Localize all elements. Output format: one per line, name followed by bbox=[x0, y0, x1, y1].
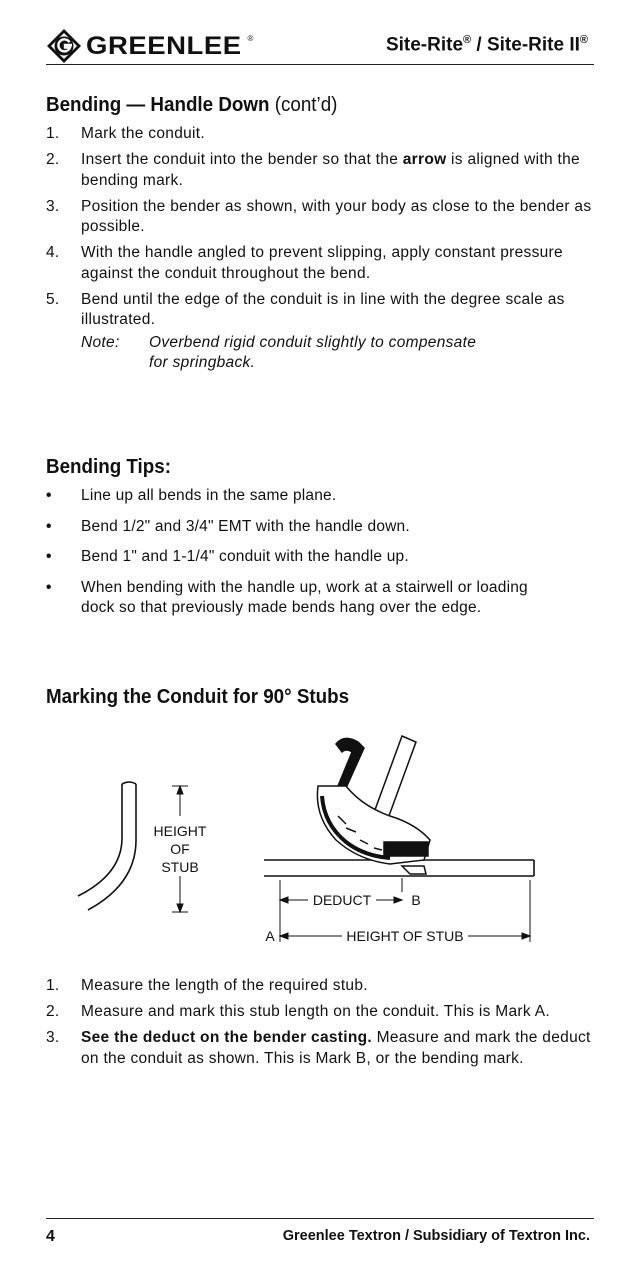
list-item bbox=[46, 243, 594, 284]
step-number: 1. bbox=[46, 125, 60, 142]
note-label: Note: bbox=[81, 333, 120, 351]
bender-illustration bbox=[317, 736, 430, 874]
step-number: 2. bbox=[46, 151, 60, 168]
brand-registered-mark: ® bbox=[247, 33, 254, 43]
step-number: 4. bbox=[46, 244, 60, 261]
page-header bbox=[46, 28, 594, 66]
height-label-line-2: OF bbox=[170, 841, 190, 857]
stub-marking-diagram bbox=[46, 728, 594, 958]
section-title-marking: Marking the Conduit for 90° Stubs bbox=[46, 686, 350, 708]
bender-foot bbox=[384, 842, 428, 856]
section-marking-conduit bbox=[46, 684, 594, 710]
product-title bbox=[386, 34, 588, 56]
product-separator: / bbox=[471, 34, 487, 56]
product-name-1: Site-Rite bbox=[385, 34, 464, 56]
list-item bbox=[46, 124, 594, 145]
section-measure-steps bbox=[46, 970, 594, 1075]
conduit-inner-edge bbox=[88, 784, 136, 910]
step-number: 3. bbox=[46, 197, 60, 215]
brand-name: GREENLEE bbox=[86, 31, 242, 60]
header-divider bbox=[46, 64, 594, 65]
page-number: 4 bbox=[46, 1228, 55, 1245]
company-name: Greenlee Textron / Subsidiary of Textron Inc. bbox=[282, 1228, 590, 1244]
bullet: • bbox=[46, 517, 52, 535]
list-item bbox=[46, 1028, 594, 1069]
step-number: 3. bbox=[46, 1029, 60, 1046]
title-bold: Bending — Handle Down bbox=[46, 94, 270, 116]
product-name-2: Site-Rite II bbox=[486, 34, 580, 56]
height-label-line-1: HEIGHT bbox=[153, 823, 207, 839]
step-text: Bend until the edge of the conduit is in line with the degree scale as illustrated. bbox=[81, 290, 565, 328]
note-line-1: Overbend rigid conduit slightly to compensate bbox=[149, 333, 477, 351]
diagram-svg bbox=[46, 728, 594, 958]
bullet: • bbox=[46, 578, 52, 596]
step-text: Measure the length of the required stub. bbox=[81, 977, 368, 994]
mark-b-label: B bbox=[411, 892, 421, 908]
handle-down-steps bbox=[46, 124, 594, 331]
section-bending-tips bbox=[46, 454, 594, 629]
step-text-post: Measure and mark the deduct on the conduit as shown. This is Mark B, or the bending mark. bbox=[81, 1029, 591, 1067]
step-text: With the handle angled to prevent slipping, apply constant pressure against the conduit throughout the bend. bbox=[81, 244, 563, 282]
list-item bbox=[46, 578, 594, 619]
bullet: • bbox=[46, 487, 52, 504]
greenlee-logo-icon bbox=[46, 28, 82, 64]
step-text-bold: arrow bbox=[402, 151, 447, 168]
note-text bbox=[149, 333, 476, 374]
list-item bbox=[46, 486, 594, 507]
bending-tips-list bbox=[46, 486, 594, 619]
greenlee-logo bbox=[46, 28, 253, 64]
list-item bbox=[46, 290, 594, 331]
bullet: • bbox=[46, 548, 52, 565]
section-handle-down bbox=[46, 92, 594, 374]
conduit-outer-edge bbox=[78, 784, 122, 896]
list-item bbox=[46, 197, 594, 238]
footer-divider bbox=[46, 1218, 594, 1219]
height-label-line-3: STUB bbox=[161, 859, 199, 875]
step-text: Measure and mark this stub length on the conduit. This is Mark A. bbox=[81, 1003, 550, 1020]
tip-text: Bend 1" and 1-1/4" conduit with the handle up. bbox=[81, 548, 409, 565]
tip-text: Line up all bends in the same plane. bbox=[81, 487, 337, 504]
mark-a-label: A bbox=[265, 928, 275, 944]
step-text: Position the bender as shown, with your body as close to the bender as possible. bbox=[81, 197, 592, 235]
section-title-handle-down bbox=[46, 92, 561, 118]
step-text: Mark the conduit. bbox=[81, 125, 205, 142]
tip-text: Bend 1/2" and 3/4" EMT with the handle down. bbox=[81, 517, 410, 535]
list-item bbox=[46, 150, 594, 191]
step-text-bold: See the deduct on the bender casting. bbox=[81, 1029, 373, 1046]
list-item bbox=[46, 547, 594, 568]
conduit-top-cap bbox=[122, 782, 136, 784]
bent-conduit-figure bbox=[78, 782, 136, 910]
list-item bbox=[46, 976, 594, 997]
title-suffix: (cont’d) bbox=[269, 94, 338, 116]
deduct-label: DEDUCT bbox=[312, 892, 372, 908]
step-number: 5. bbox=[46, 290, 60, 308]
bender-hook bbox=[336, 738, 364, 788]
height-of-stub-label: HEIGHT OF STUB bbox=[346, 928, 464, 944]
measure-steps bbox=[46, 976, 594, 1069]
step-text-post: is aligned with the bending mark. bbox=[81, 151, 580, 189]
tip-text: When bending with the handle up, work at a stairwell or loading dock so that previously made bends hang over the edge. bbox=[81, 578, 528, 616]
section-title-bending-tips: Bending Tips: bbox=[46, 456, 171, 478]
list-item bbox=[46, 517, 594, 538]
list-item bbox=[46, 1002, 594, 1023]
springback-note bbox=[81, 333, 594, 374]
step-number: 1. bbox=[46, 977, 60, 994]
note-line-2: for springback. bbox=[149, 354, 256, 371]
registered-mark-1: ® bbox=[463, 34, 472, 46]
bender-arrow-mark bbox=[402, 866, 426, 874]
registered-mark-2: ® bbox=[579, 34, 588, 46]
step-text-pre: Insert the conduit into the bender so that the bbox=[81, 151, 403, 168]
step-number: 2. bbox=[46, 1003, 60, 1020]
